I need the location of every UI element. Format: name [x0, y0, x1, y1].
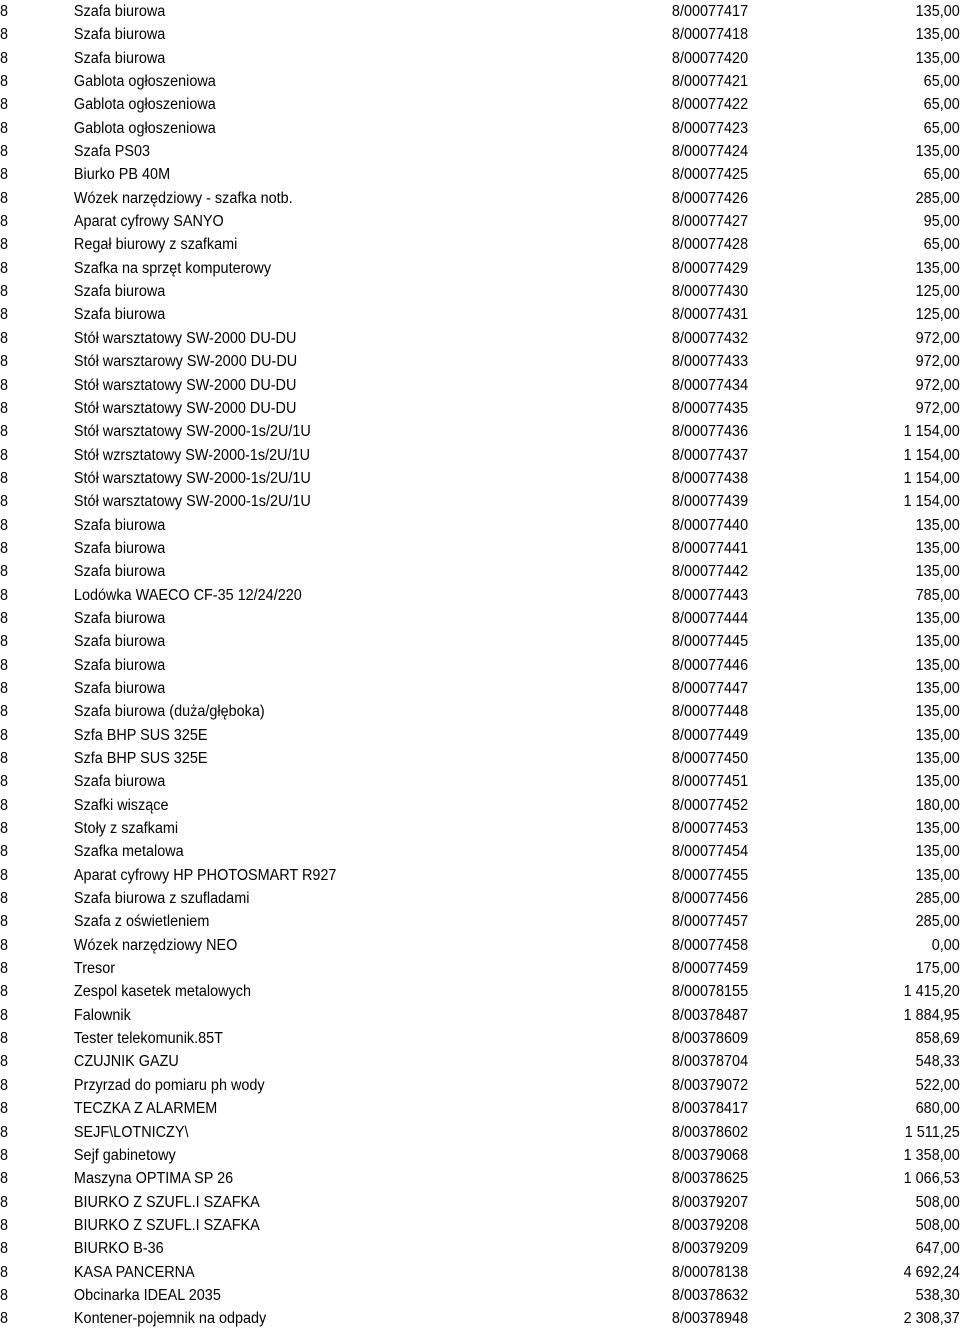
item-value: 135,00: [915, 539, 960, 557]
item-value: 95,00: [923, 213, 960, 231]
group-code: 8: [0, 773, 9, 791]
item-name: Falownik: [73, 1006, 131, 1024]
table-row: [0, 724, 960, 747]
item-name: Kontener-pojemnik na odpady: [73, 1310, 267, 1328]
group-code: 8: [0, 1146, 9, 1164]
item-value: 285,00: [915, 890, 960, 908]
item-name: Szafa biurowa: [73, 3, 166, 20]
table-row: [0, 210, 960, 233]
table-row: [0, 677, 960, 700]
table-row: [0, 444, 960, 467]
item-name: Szafa biurowa: [73, 26, 166, 44]
table-row: [0, 257, 960, 280]
item-value: 65,00: [923, 96, 960, 114]
group-code: 8: [0, 563, 9, 581]
inventory-number: 8/00378625: [671, 1170, 749, 1188]
item-name: Szafa biurowa: [73, 563, 166, 581]
table-row: [0, 1261, 960, 1284]
table-row: [0, 794, 960, 817]
item-value: 135,00: [915, 633, 960, 651]
table-row: [0, 1144, 960, 1167]
item-value: 135,00: [915, 26, 960, 44]
group-code: 8: [0, 1123, 9, 1141]
item-value: 135,00: [915, 866, 960, 884]
item-name: Stół wzrsztatowy SW-2000-1s/2U/1U: [73, 446, 310, 464]
group-code: 8: [0, 890, 9, 908]
inventory-number: 8/00077423: [671, 119, 749, 137]
item-value: 135,00: [915, 259, 960, 277]
inventory-number: 8/00077421: [671, 73, 749, 91]
group-code: 8: [0, 189, 9, 207]
item-value: 125,00: [915, 283, 960, 301]
group-code: 8: [0, 1030, 9, 1048]
table-row: [0, 490, 960, 513]
table-row: [0, 700, 960, 723]
group-code: 8: [0, 143, 9, 161]
inventory-number: 8/00077433: [671, 353, 749, 371]
inventory-number: 8/00077458: [671, 936, 749, 954]
item-name: Szafa biurowa: [73, 633, 166, 651]
table-row: [0, 70, 960, 93]
item-name: Stół warsztatowy SW-2000-1s/2U/1U: [73, 469, 311, 487]
group-code: 8: [0, 1216, 9, 1234]
item-name: Szafa biurowa: [73, 283, 166, 301]
group-code: 8: [0, 1286, 9, 1304]
inventory-number: 8/00378602: [671, 1123, 749, 1141]
inventory-number: 8/00077435: [671, 399, 749, 417]
group-code: 8: [0, 633, 9, 651]
inventory-number: 8/00077456: [671, 890, 749, 908]
group-code: 8: [0, 1170, 9, 1188]
item-name: Szafa biurowa: [73, 306, 166, 324]
group-code: 8: [0, 656, 9, 674]
item-name: Aparat cyfrowy SANYO: [73, 213, 224, 231]
item-name: Szafa biurowa: [73, 516, 166, 534]
item-name: Lodówka WAECO CF-35 12/24/220: [73, 586, 302, 604]
group-code: 8: [0, 353, 9, 371]
inventory-number: 8/00078155: [671, 983, 749, 1001]
table-row: [0, 93, 960, 116]
group-code: 8: [0, 1310, 9, 1328]
inventory-number: 8/00077436: [671, 423, 749, 441]
item-name: Regał biurowy z szafkami: [73, 236, 238, 254]
group-code: 8: [0, 119, 9, 137]
table-row: [0, 887, 960, 910]
item-value: 1 066,53: [903, 1170, 960, 1188]
group-code: 8: [0, 1076, 9, 1094]
item-name: Aparat cyfrowy HP PHOTOSMART R927: [73, 866, 337, 884]
group-code: 8: [0, 703, 9, 721]
item-value: 135,00: [915, 843, 960, 861]
inventory-number: 8/00077455: [671, 866, 749, 884]
item-name: Zespol kasetek metalowych: [73, 983, 251, 1001]
inventory-number: 8/00077422: [671, 96, 749, 114]
item-name: Szafa biurowa: [73, 773, 166, 791]
item-name: Szafa biurowa: [73, 49, 166, 67]
group-code: 8: [0, 1100, 9, 1118]
item-name: Szafa biurowa (duża/głęboka): [73, 703, 265, 721]
item-value: 538,30: [915, 1286, 960, 1304]
item-value: 522,00: [915, 1076, 960, 1094]
group-code: 8: [0, 1006, 9, 1024]
item-value: 65,00: [923, 73, 960, 91]
item-name: Szafka na sprzęt komputerowy: [73, 259, 272, 277]
item-name: Sejf gabinetowy: [73, 1146, 176, 1164]
inventory-number: 8/00077438: [671, 469, 749, 487]
table-row: [0, 233, 960, 256]
item-name: TECZKA Z ALARMEM: [73, 1100, 218, 1118]
item-value: 0,00: [931, 936, 960, 954]
table-row: [0, 397, 960, 420]
item-value: 65,00: [923, 236, 960, 254]
group-code: 8: [0, 1053, 9, 1071]
table-row: [0, 47, 960, 70]
table-row: [0, 374, 960, 397]
item-value: 65,00: [923, 166, 960, 184]
table-row: [0, 654, 960, 677]
inventory-number: 8/00077420: [671, 49, 749, 67]
item-value: 135,00: [915, 820, 960, 838]
inventory-number: 8/00077417: [671, 3, 749, 20]
item-value: 135,00: [915, 656, 960, 674]
table-row: [0, 817, 960, 840]
group-code: 8: [0, 1193, 9, 1211]
table-row: [0, 280, 960, 303]
group-code: 8: [0, 866, 9, 884]
group-code: 8: [0, 3, 9, 20]
table-row: [0, 747, 960, 770]
group-code: 8: [0, 936, 9, 954]
table-row: [0, 1167, 960, 1190]
group-code: 8: [0, 1263, 9, 1281]
item-value: 135,00: [915, 726, 960, 744]
item-name: Obcinarka IDEAL 2035: [73, 1286, 221, 1304]
group-code: 8: [0, 796, 9, 814]
inventory-number: 8/00077430: [671, 283, 749, 301]
item-value: 135,00: [915, 750, 960, 767]
table-row: [0, 607, 960, 630]
item-name: Szfa BHP SUS 325E: [73, 750, 208, 767]
group-code: 8: [0, 283, 9, 301]
item-value: 175,00: [915, 960, 960, 978]
inventory-number: 8/00379068: [671, 1146, 749, 1164]
item-value: 508,00: [915, 1216, 960, 1234]
item-name: Gablota ogłoszeniowa: [73, 119, 216, 137]
item-value: 647,00: [915, 1240, 960, 1258]
item-value: 135,00: [915, 3, 960, 20]
item-name: Stół warsztatowy SW-2000-1s/2U/1U: [73, 423, 311, 441]
group-code: 8: [0, 960, 9, 978]
group-code: 8: [0, 236, 9, 254]
inventory-number: 8/00379209: [671, 1240, 749, 1258]
inventory-number: 8/00077431: [671, 306, 749, 324]
item-value: 1 154,00: [903, 493, 960, 511]
inventory-number: 8/00077443: [671, 586, 749, 604]
item-name: Stół warsztatowy SW-2000-1s/2U/1U: [73, 493, 311, 511]
item-name: BIURKO Z SZUFL.I SZAFKA: [73, 1216, 260, 1234]
inventory-number: 8/00077432: [671, 329, 749, 347]
group-code: 8: [0, 913, 9, 931]
inventory-number: 8/00077448: [671, 703, 749, 721]
item-value: 125,00: [915, 306, 960, 324]
item-name: Szafa PS03: [73, 143, 151, 161]
table-row: [0, 980, 960, 1003]
inventory-number: 8/00077428: [671, 236, 749, 254]
inventory-number: 8/00378632: [671, 1286, 749, 1304]
item-value: 1 358,00: [903, 1146, 960, 1164]
table-row: [0, 1004, 960, 1027]
item-name: Szfa BHP SUS 325E: [73, 726, 208, 744]
inventory-number: 8/00078138: [671, 1263, 749, 1281]
item-name: Przyrzad do pomiaru ph wody: [73, 1076, 265, 1094]
inventory-number: 8/00378487: [671, 1006, 749, 1024]
item-value: 65,00: [923, 119, 960, 137]
table-row: [0, 770, 960, 793]
item-name: Wózek narzędziowy - szafka notb.: [73, 189, 293, 207]
group-code: 8: [0, 399, 9, 417]
item-value: 135,00: [915, 563, 960, 581]
item-value: 548,33: [915, 1053, 960, 1071]
inventory-number: 8/00378704: [671, 1053, 749, 1071]
table-row: [0, 514, 960, 537]
inventory-number: 8/00077441: [671, 539, 749, 557]
group-code: 8: [0, 259, 9, 277]
inventory-number: 8/00077445: [671, 633, 749, 651]
item-value: 1 511,25: [904, 1123, 960, 1141]
inventory-number: 8/00077454: [671, 843, 749, 861]
item-name: Szafki wiszące: [73, 796, 169, 814]
item-name: Stoły z szafkami: [73, 820, 179, 838]
table-row: [0, 537, 960, 560]
inventory-number: 8/00077451: [671, 773, 749, 791]
inventory-number: 8/00378609: [671, 1030, 749, 1048]
group-code: 8: [0, 726, 9, 744]
item-name: Maszyna OPTIMA SP 26: [73, 1170, 234, 1188]
item-value: 508,00: [915, 1193, 960, 1211]
group-code: 8: [0, 166, 9, 184]
inventory-number: 8/00077449: [671, 726, 749, 744]
item-value: 135,00: [915, 49, 960, 67]
table-row: [0, 140, 960, 163]
table-row: [0, 350, 960, 373]
item-value: 1 154,00: [903, 423, 960, 441]
inventory-number: 8/00379072: [671, 1076, 749, 1094]
item-name: Szafa biurowa z szufladami: [73, 890, 250, 908]
table-row: [0, 303, 960, 326]
item-name: Szafka metalowa: [73, 843, 184, 861]
item-value: 135,00: [915, 679, 960, 697]
group-code: 8: [0, 609, 9, 627]
table-row: [0, 467, 960, 490]
table-row: [0, 1027, 960, 1050]
group-code: 8: [0, 376, 9, 394]
item-name: Szafa biurowa: [73, 656, 166, 674]
item-name: Tester telekomunik.85T: [73, 1030, 223, 1048]
inventory-number: 8/00378948: [671, 1310, 749, 1328]
group-code: 8: [0, 539, 9, 557]
table-row: [0, 163, 960, 186]
table-row: [0, 327, 960, 350]
group-code: 8: [0, 983, 9, 1001]
table-row: [0, 1191, 960, 1214]
table-row: [0, 934, 960, 957]
item-value: 135,00: [915, 516, 960, 534]
inventory-number: 8/00378417: [671, 1100, 749, 1118]
table-row: [0, 1237, 960, 1260]
item-name: Szafa biurowa: [73, 539, 166, 557]
table-row: [0, 420, 960, 443]
item-value: 2 308,37: [903, 1310, 960, 1328]
inventory-number: 8/00077444: [671, 609, 749, 627]
inventory-number: 8/00077434: [671, 376, 749, 394]
item-value: 135,00: [915, 703, 960, 721]
item-value: 285,00: [915, 913, 960, 931]
item-name: Stół warsztatowy SW-2000 DU-DU: [73, 329, 297, 347]
table-row: [0, 1307, 960, 1330]
inventory-number: 8/00077425: [671, 166, 749, 184]
inventory-number: 8/00077452: [671, 796, 749, 814]
item-name: CZUJNIK GAZU: [73, 1053, 179, 1071]
item-value: 285,00: [915, 189, 960, 207]
group-code: 8: [0, 469, 9, 487]
table-row: [0, 957, 960, 980]
item-name: Stół warsztatowy SW-2000 DU-DU: [73, 399, 297, 417]
table-row: [0, 1214, 960, 1237]
item-name: Szafa biurowa: [73, 609, 166, 627]
item-name: KASA PANCERNA: [73, 1263, 195, 1281]
item-name: BIURKO B-36: [73, 1240, 164, 1258]
item-value: 1 884,95: [903, 1006, 960, 1024]
item-value: 972,00: [915, 399, 960, 417]
inventory-number: 8/00379207: [671, 1193, 749, 1211]
item-name: SEJF\LOTNICZY\: [73, 1123, 189, 1141]
table-row: [0, 1121, 960, 1144]
group-code: 8: [0, 446, 9, 464]
item-value: 135,00: [915, 143, 960, 161]
inventory-number: 8/00077453: [671, 820, 749, 838]
group-code: 8: [0, 49, 9, 67]
table-row: [0, 630, 960, 653]
item-value: 180,00: [915, 796, 960, 814]
item-name: Gablota ogłoszeniowa: [73, 96, 216, 114]
inventory-number: 8/00077426: [671, 189, 749, 207]
item-value: 1 154,00: [903, 469, 960, 487]
table-row: [0, 910, 960, 933]
inventory-number: 8/00077437: [671, 446, 749, 464]
inventory-number: 8/00077459: [671, 960, 749, 978]
item-value: 135,00: [915, 773, 960, 791]
inventory-number: 8/00077429: [671, 259, 749, 277]
table-row: [0, 23, 960, 46]
table-row: [0, 1284, 960, 1307]
table-row: [0, 187, 960, 210]
group-code: 8: [0, 820, 9, 838]
table-row: [0, 560, 960, 583]
item-value: 1 154,00: [903, 446, 960, 464]
table-row: [0, 864, 960, 887]
inventory-number: 8/00077450: [671, 750, 749, 767]
group-code: 8: [0, 750, 9, 767]
item-value: 4 692,24: [903, 1263, 960, 1281]
item-name: Stół warsztatowy SW-2000 DU-DU: [73, 376, 297, 394]
inventory-number: 8/00077424: [671, 143, 749, 161]
item-value: 135,00: [915, 609, 960, 627]
inventory-number: 8/00077418: [671, 26, 749, 44]
item-name: Gablota ogłoszeniowa: [73, 73, 216, 91]
item-name: BIURKO Z SZUFL.I SZAFKA: [73, 1193, 260, 1211]
table-row: [0, 0, 960, 23]
group-code: 8: [0, 843, 9, 861]
item-value: 972,00: [915, 353, 960, 371]
inventory-number: 8/00379208: [671, 1216, 749, 1234]
item-name: Biurko PB 40M: [73, 166, 171, 184]
group-code: 8: [0, 213, 9, 231]
item-value: 858,69: [915, 1030, 960, 1048]
inventory-number: 8/00077447: [671, 679, 749, 697]
inventory-number: 8/00077457: [671, 913, 749, 931]
group-code: 8: [0, 96, 9, 114]
group-code: 8: [0, 306, 9, 324]
group-code: 8: [0, 516, 9, 534]
table-row: [0, 1050, 960, 1073]
table-row: [0, 1074, 960, 1097]
group-code: 8: [0, 1240, 9, 1258]
inventory-number: 8/00077439: [671, 493, 749, 511]
item-name: Stół warsztarowy SW-2000 DU-DU: [73, 353, 298, 371]
item-value: 1 415,20: [903, 983, 960, 1001]
item-value: 972,00: [915, 376, 960, 394]
item-name: Szafa biurowa: [73, 679, 166, 697]
inventory-number: 8/00077446: [671, 656, 749, 674]
group-code: 8: [0, 679, 9, 697]
item-name: Tresor: [73, 960, 116, 978]
group-code: 8: [0, 73, 9, 91]
inventory-number: 8/00077442: [671, 563, 749, 581]
group-code: 8: [0, 586, 9, 604]
item-name: Wózek narzędziowy NEO: [73, 936, 238, 954]
group-code: 8: [0, 26, 9, 44]
item-value: 972,00: [915, 329, 960, 347]
table-row: [0, 840, 960, 863]
item-value: 785,00: [915, 586, 960, 604]
group-code: 8: [0, 493, 9, 511]
item-name: Szafa z oświetleniem: [73, 913, 210, 931]
inventory-number: 8/00077427: [671, 213, 749, 231]
table-row: [0, 1097, 960, 1120]
inventory-number: 8/00077440: [671, 516, 749, 534]
item-value: 680,00: [915, 1100, 960, 1118]
table-row: [0, 584, 960, 607]
group-code: 8: [0, 423, 9, 441]
group-code: 8: [0, 329, 9, 347]
table-row: [0, 117, 960, 140]
